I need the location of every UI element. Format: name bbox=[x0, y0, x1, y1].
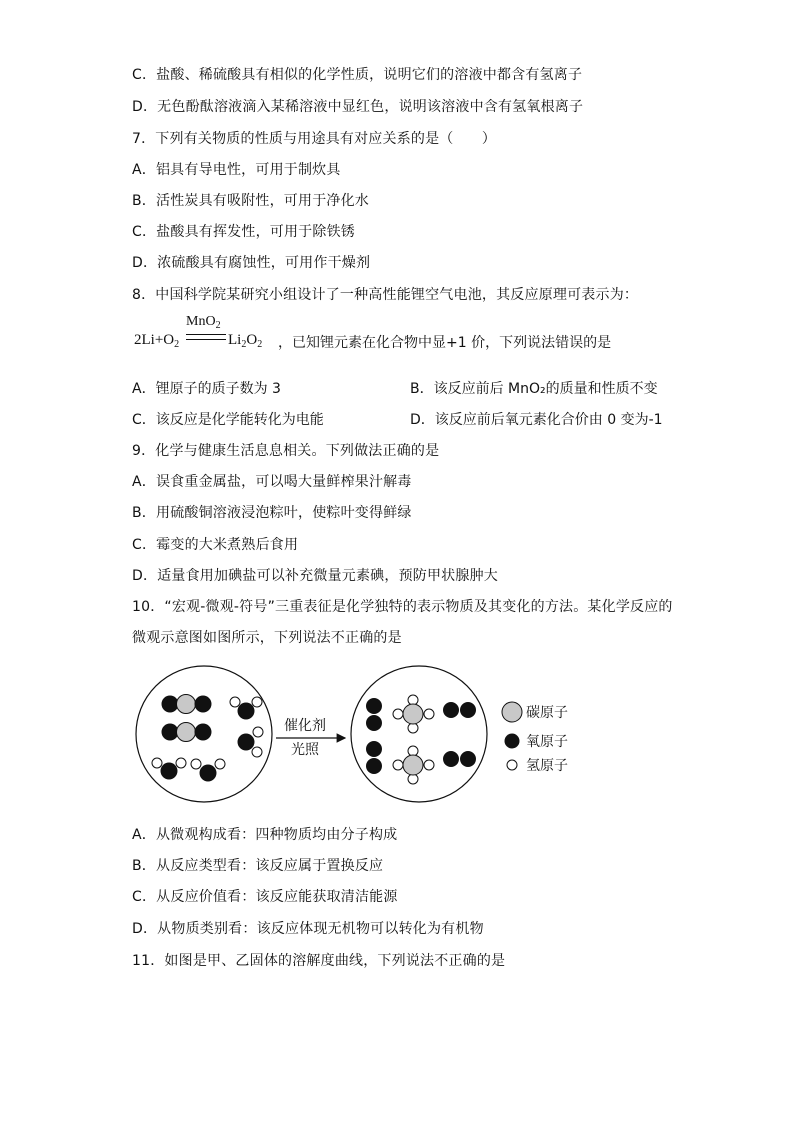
q9-stem: 9．化学与健康生活息息相关。下列做法正确的是 bbox=[132, 443, 440, 459]
q6-option-c: C．盐酸、稀硫酸具有相似的化学性质，说明它们的溶液中都含有氢离子 bbox=[132, 67, 583, 83]
equation-reactants: $2Li+O_2$ bbox=[134, 332, 180, 350]
water-molecule bbox=[238, 727, 264, 757]
q8-stem: 8．中国科学院某研究小组设计了一种高性能锂空气电池，其反应原理可表示为： bbox=[132, 287, 639, 303]
water-molecule bbox=[191, 759, 225, 782]
equation-equals-sign bbox=[186, 334, 226, 340]
legend-carbon-swatch bbox=[502, 702, 522, 722]
q11-stem: 11．如图是甲、乙固体的溶解度曲线，下列说法不正确的是 bbox=[132, 953, 506, 969]
arrow-light-label: 光照 bbox=[291, 742, 319, 758]
oxygen-molecule bbox=[366, 698, 382, 731]
q7-option-c: C．盐酸具有挥发性，可用于除铁锈 bbox=[132, 224, 355, 240]
legend bbox=[502, 702, 568, 774]
q7-option-d: D．浓硫酸具有腐蚀性，可用作干燥剂 bbox=[132, 255, 371, 271]
q8-stem-continued: ，已知锂元素在化合物中显+1 价，下列说法错误的是 bbox=[278, 335, 612, 351]
reaction-microscopic-diagram bbox=[132, 660, 592, 810]
legend-hydrogen-label: 氢原子 bbox=[526, 758, 568, 774]
oxygen-molecule bbox=[366, 741, 382, 774]
q10-option-b: B．从反应类型看：该反应属于置换反应 bbox=[132, 858, 384, 874]
q10-stem-line2: 微观示意图如图所示，下列说法不正确的是 bbox=[132, 630, 402, 646]
q6-option-d: D．无色酚酞溶液滴入某稀溶液中显红色，说明该溶液中含有氢氧根离子 bbox=[132, 99, 584, 115]
methane-molecule bbox=[393, 746, 434, 784]
q7-option-b: B．活性炭具有吸附性，可用于净化水 bbox=[132, 193, 370, 209]
products-circle bbox=[351, 666, 487, 802]
water-molecule bbox=[152, 758, 186, 780]
q8-option-d: D．该反应前后氧元素化合价由 0 变为-1 bbox=[410, 412, 663, 428]
oxygen-molecule bbox=[443, 751, 476, 767]
methane-molecule bbox=[393, 695, 434, 733]
q7-stem: 7．下列有关物质的性质与用途具有对应关系的是（ ） bbox=[132, 131, 497, 147]
equation-catalyst: MnO$_2$ bbox=[186, 314, 221, 331]
legend-oxygen-swatch bbox=[505, 734, 520, 749]
q8-option-c: C．该反应是化学能转化为电能 bbox=[132, 412, 324, 428]
q10-option-d: D．从物质类别看：该反应体现无机物可以转化为有机物 bbox=[132, 921, 484, 937]
legend-oxygen-label: 氧原子 bbox=[526, 734, 568, 750]
arrow-catalyst-label: 催化剂 bbox=[284, 718, 326, 734]
equation-product: $Li_2O_2$ bbox=[228, 332, 263, 350]
q8-equation bbox=[132, 314, 692, 358]
q9-option-b: B．用硫酸铜溶液浸泡粽叶，使粽叶变得鲜绿 bbox=[132, 505, 412, 521]
q9-option-a: A．误食重金属盐，可以喝大量鲜榨果汁解毒 bbox=[132, 474, 412, 490]
q10-option-a: A．从微观构成看：四种物质均由分子构成 bbox=[132, 827, 398, 843]
legend-hydrogen-swatch bbox=[507, 760, 517, 770]
diagram-svg bbox=[132, 660, 592, 810]
co2-molecule bbox=[162, 695, 212, 714]
q7-option-a: A．铝具有导电性，可用于制炊具 bbox=[132, 162, 341, 178]
q9-option-c: C．霉变的大米煮熟后食用 bbox=[132, 537, 299, 553]
oxygen-molecule bbox=[443, 702, 476, 718]
legend-carbon-label: 碳原子 bbox=[526, 705, 568, 721]
co2-molecule bbox=[162, 723, 212, 742]
q9-option-d: D．适量食用加碘盐可以补充微量元素碘，预防甲状腺肿大 bbox=[132, 568, 498, 584]
q10-option-c: C．从反应价值看：该反应能获取清洁能源 bbox=[132, 889, 398, 905]
water-molecule bbox=[230, 697, 262, 720]
q8-option-a: A．锂原子的质子数为 3 bbox=[132, 381, 281, 397]
q8-option-b: B．该反应前后 MnO₂的质量和性质不变 bbox=[410, 381, 658, 397]
q10-stem-line1: 10．“宏观-微观-符号”三重表征是化学独特的表示物质及其变化的方法。某化学反应的 bbox=[132, 599, 673, 615]
